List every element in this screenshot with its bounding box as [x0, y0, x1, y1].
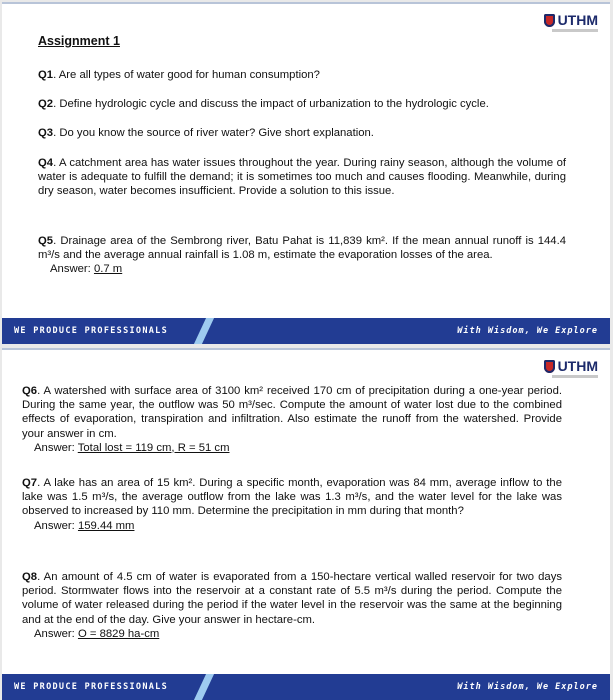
footer-accent-stripe	[194, 674, 214, 700]
answer	[22, 441, 562, 455]
question-number: Q7	[22, 477, 38, 489]
assignment-heading: Assignment 1	[38, 34, 120, 48]
question-number: Q3	[38, 127, 54, 139]
question-text: . Are all types of water good for human consumption?	[53, 69, 320, 81]
answer-value: O = 8829 ha-cm	[77, 627, 160, 640]
question-number: Q4	[38, 157, 54, 169]
uthm-logo	[544, 358, 598, 374]
logo-text: UTHM	[557, 358, 598, 374]
footer-slogan: WE PRODUCE PROFESSIONALS	[14, 682, 169, 692]
logo-tagline-bar	[552, 375, 598, 378]
slide-1	[2, 2, 610, 344]
question-5	[38, 234, 566, 277]
question-text: . A catchment area has water issues throughout the year. During rainy season, although the volume of water is adequate to fulfill the demand; it is sometimes too much and causes flooding. Meanwhile, during dry season, water becomes insufficient. Provide a solution to this issue.	[38, 157, 566, 198]
logo-text: UTHM	[557, 12, 598, 28]
question-text: . Do you know the source of river water? Give short explanation.	[53, 127, 374, 139]
footer-motto: With Wisdom, We Explore	[457, 326, 598, 336]
question-text: . An amount of 4.5 cm of water is evaporated from a 150-hectare vertical walled reservoir for two days period. Stormwater flows into the reservoir at a constant rate of 5.5 m³/s during the period. Compute the volume of water released during the period if the water level in the reservoir was the same at the beginning and at the end of the day. Give your answer in hectare-cm.	[22, 571, 562, 626]
answer-label: Answer:	[34, 519, 78, 532]
footer-motto: With Wisdom, We Explore	[457, 682, 598, 692]
answer-value: Total lost = 119 cm, R = 51 cm	[77, 441, 230, 454]
question-number: Q8	[22, 571, 38, 583]
answer	[22, 519, 562, 533]
question-1	[38, 68, 568, 82]
question-4	[38, 156, 566, 199]
shield-icon	[544, 360, 555, 373]
slide-2	[2, 348, 610, 700]
answer-value: 159.44 mm	[77, 519, 135, 532]
footer-slogan: WE PRODUCE PROFESSIONALS	[14, 326, 169, 336]
question-3	[38, 126, 568, 140]
footer-accent-stripe	[194, 318, 214, 344]
question-text: . A watershed with surface area of 3100 km² received 170 cm of precipitation during a one-year period. During the same year, the outflow was 50 m³/sec. Compute the amount of water lost due to the combined effects of evaporation, transpiration and infiltration. Also estimate the runoff from the watershed. Provide your answer in cm.	[22, 385, 562, 440]
question-6	[22, 384, 562, 455]
shield-icon	[544, 14, 555, 27]
question-8	[22, 570, 562, 641]
footer-bar	[2, 318, 610, 344]
question-text: . Drainage area of the Sembrong river, Batu Pahat is 11,839 km². If the mean annual runoff is 144.4 m³/s and the average annual rainfall is 1.08 m, estimate the evaporation losses of the area.	[38, 235, 566, 262]
question-7	[22, 476, 562, 533]
question-number: Q1	[38, 69, 54, 81]
answer-label: Answer:	[34, 627, 78, 640]
question-text: . Define hydrologic cycle and discuss the impact of urbanization to the hydrologic cycle.	[53, 98, 489, 110]
question-number: Q5	[38, 235, 54, 247]
uthm-logo	[544, 12, 598, 28]
logo-tagline-bar	[552, 29, 598, 32]
question-text: . A lake has an area of 15 km². During a specific month, evaporation was 84 mm, average inflow to the lake was 1.5 m³/s, the average outflow from the lake was 1.3 m³/s, and the water level for the lake was observed to increased by 110 mm. Determine the precipitation in mm during that month?	[22, 477, 562, 518]
question-number: Q6	[22, 385, 38, 397]
answer	[22, 627, 562, 641]
question-number: Q2	[38, 98, 54, 110]
question-2	[38, 97, 578, 111]
answer-value: 0.7 m	[93, 263, 123, 276]
answer-label: Answer:	[50, 263, 94, 276]
footer-bar	[2, 674, 610, 700]
answer-label: Answer:	[34, 441, 78, 454]
answer	[38, 262, 566, 276]
